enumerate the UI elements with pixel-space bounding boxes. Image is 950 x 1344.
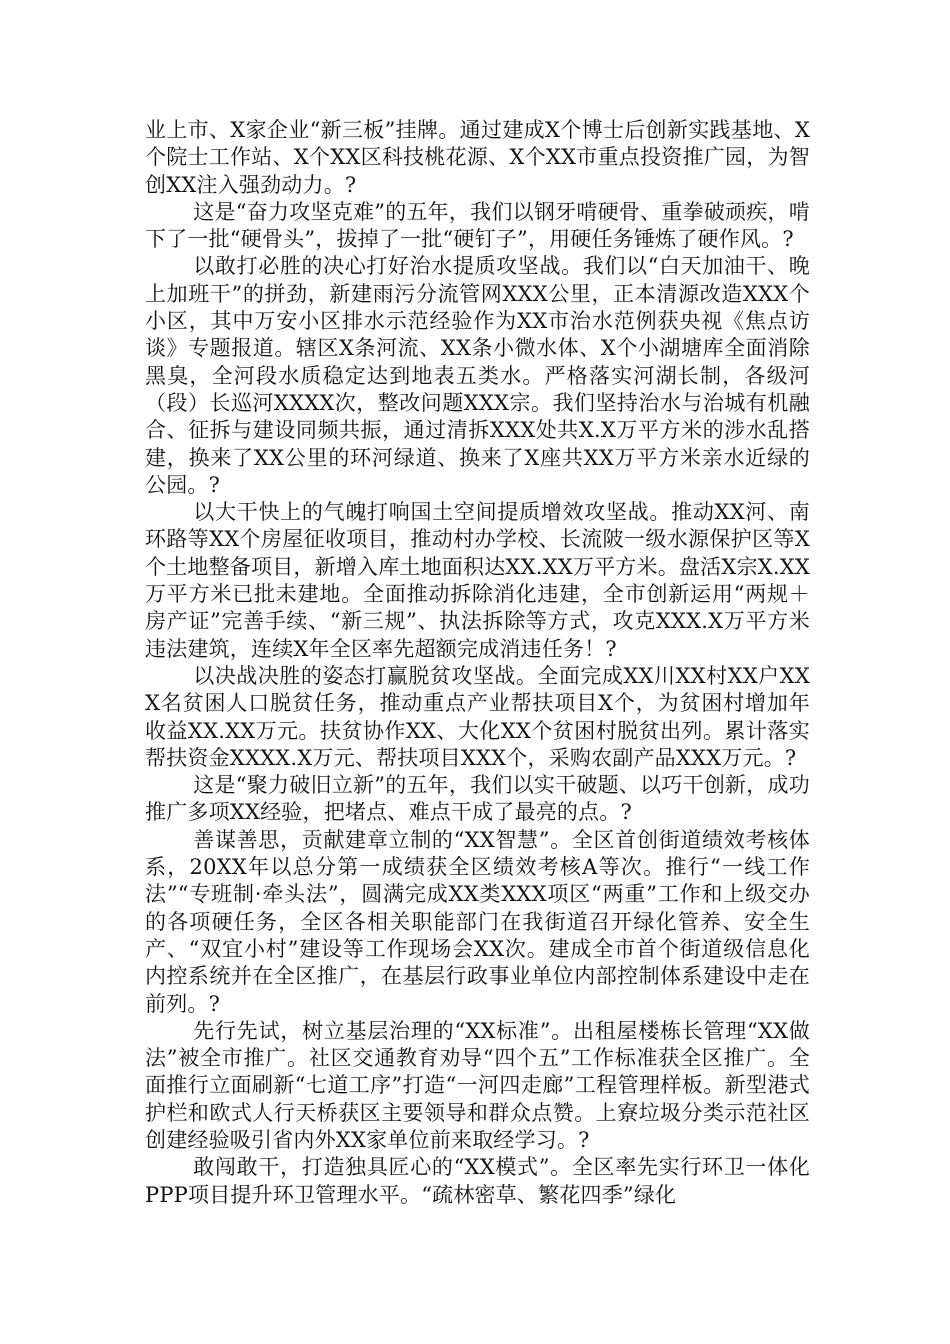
paragraph-land-space: 以大干快上的气魄打响国土空间提质增效攻坚战。推动XX河、南环路等XX个房屋征收项目，推动村办学校、长流陂一级水源保护区等X个土地整备项目，新增入库土地面积达XX.XX万平方米。盘活X宗X.XX万平方米已批未建地。全面推动拆除消化违建，全市创新运用“两规＋房产证”完善手续、“新三规”、执法拆除等方式，攻克XXX.X万平方米违法建筑，连续X年全区率先超额完成消违任务！? — [145, 500, 810, 661]
paragraph-continuation: 业上市、X家企业“新三板”挂牌。通过建成X个博士后创新实践基地、X个院士工作站、X个XX区科技桃花源、X个XX市重点投资推广园，为智创XX注入强劲动力。? — [145, 118, 810, 197]
paragraph-xx-model: 敢闯敢干，打造独具匠心的“XX模式”。全区率先实行环卫一体化PPP项目提升环卫管理水平。“疏林密草、繁花四季”绿化 — [145, 1155, 810, 1207]
paragraph-xx-wisdom: 善谋善思，贡献建章立制的“XX智慧”。全区首创街道绩效考核体系，20XX年以总分第一成绩获全区绩效考核A等次。推行“一线工作法”“专班制·牵头法”，圆满完成XX类XXX项区“两重”工作和上级交办的各项硬任务，全区各相关职能部门在我街道召开绿化管养、安全生产、“双宜小村”建设等工作现场会XX次。建成全市首个街道级信息化内控系统并在全区推广，在基层行政事业单位内部控制体系建设中走在前列。? — [145, 827, 810, 1016]
paragraph-xx-standard: 先行先试，树立基层治理的“XX标准”。出租屋楼栋长管理“XX做法”被全市推广。社区交通教育劝导“四个五”工作标准获全区推广。全面推行立面刷新“七道工序”打造“一河四走廊”工程管理样板。新型港式护栏和欧式人行天桥获区主要领导和群众点赞。上寮垃圾分类示范社区创建经验吸引省内外XX家单位前来取经学习。? — [145, 1018, 810, 1152]
paragraph-poverty-alleviation: 以决战决胜的姿态打赢脱贫攻坚战。全面完成XX川XX村XX户XXX名贫困人口脱贫任务，推动重点产业帮扶项目X个，为贫困村增加年收益XX.XX万元。扶贫协作XX、大化XX个贫困村脱贫出列。累计落实帮扶资金XXXX.X万元、帮扶项目XXX个，采购农副产品XXX万元。? — [145, 663, 810, 770]
document-page — [145, 117, 810, 1209]
paragraph-water-governance: 以敢打必胜的决心打好治水提质攻坚战。我们以“白天加油干、晚上加班干”的拼劲，新建雨污分流管网XXX公里，正本清源改造XXX个小区，其中万安小区排水示范经验作为XX市治水范例获央视《焦点访谈》专题报道。辖区X条河流、XX条小微水体、X个小湖塘库全面消除黑臭，全河段水质稳定达到地表五类水。严格落实河湖长制，各级河（段）长巡河XXXX次，整改问题XXX宗。我们坚持治水与治城有机融合、征拆与建设同频共振，通过清拆XXX处共X.X万平方米的涉水乱搭建，换来了XX公里的环河绿道、换来了X座共XX万平方米亲水近绿的公园。? — [145, 254, 810, 497]
paragraph-five-years-tough-battle: 这是“奋力攻坚克难”的五年，我们以钢牙啃硬骨、重拳破顽疾，啃下了一批“硬骨头”，拔掉了一批“硬钉子”，用硬任务锤炼了硬作风。? — [145, 199, 810, 252]
paragraph-five-years-innovation: 这是“聚力破旧立新”的五年，我们以实干破题、以巧干创新，成功推广多项XX经验，把堵点、难点干成了最亮的点。? — [145, 773, 810, 825]
